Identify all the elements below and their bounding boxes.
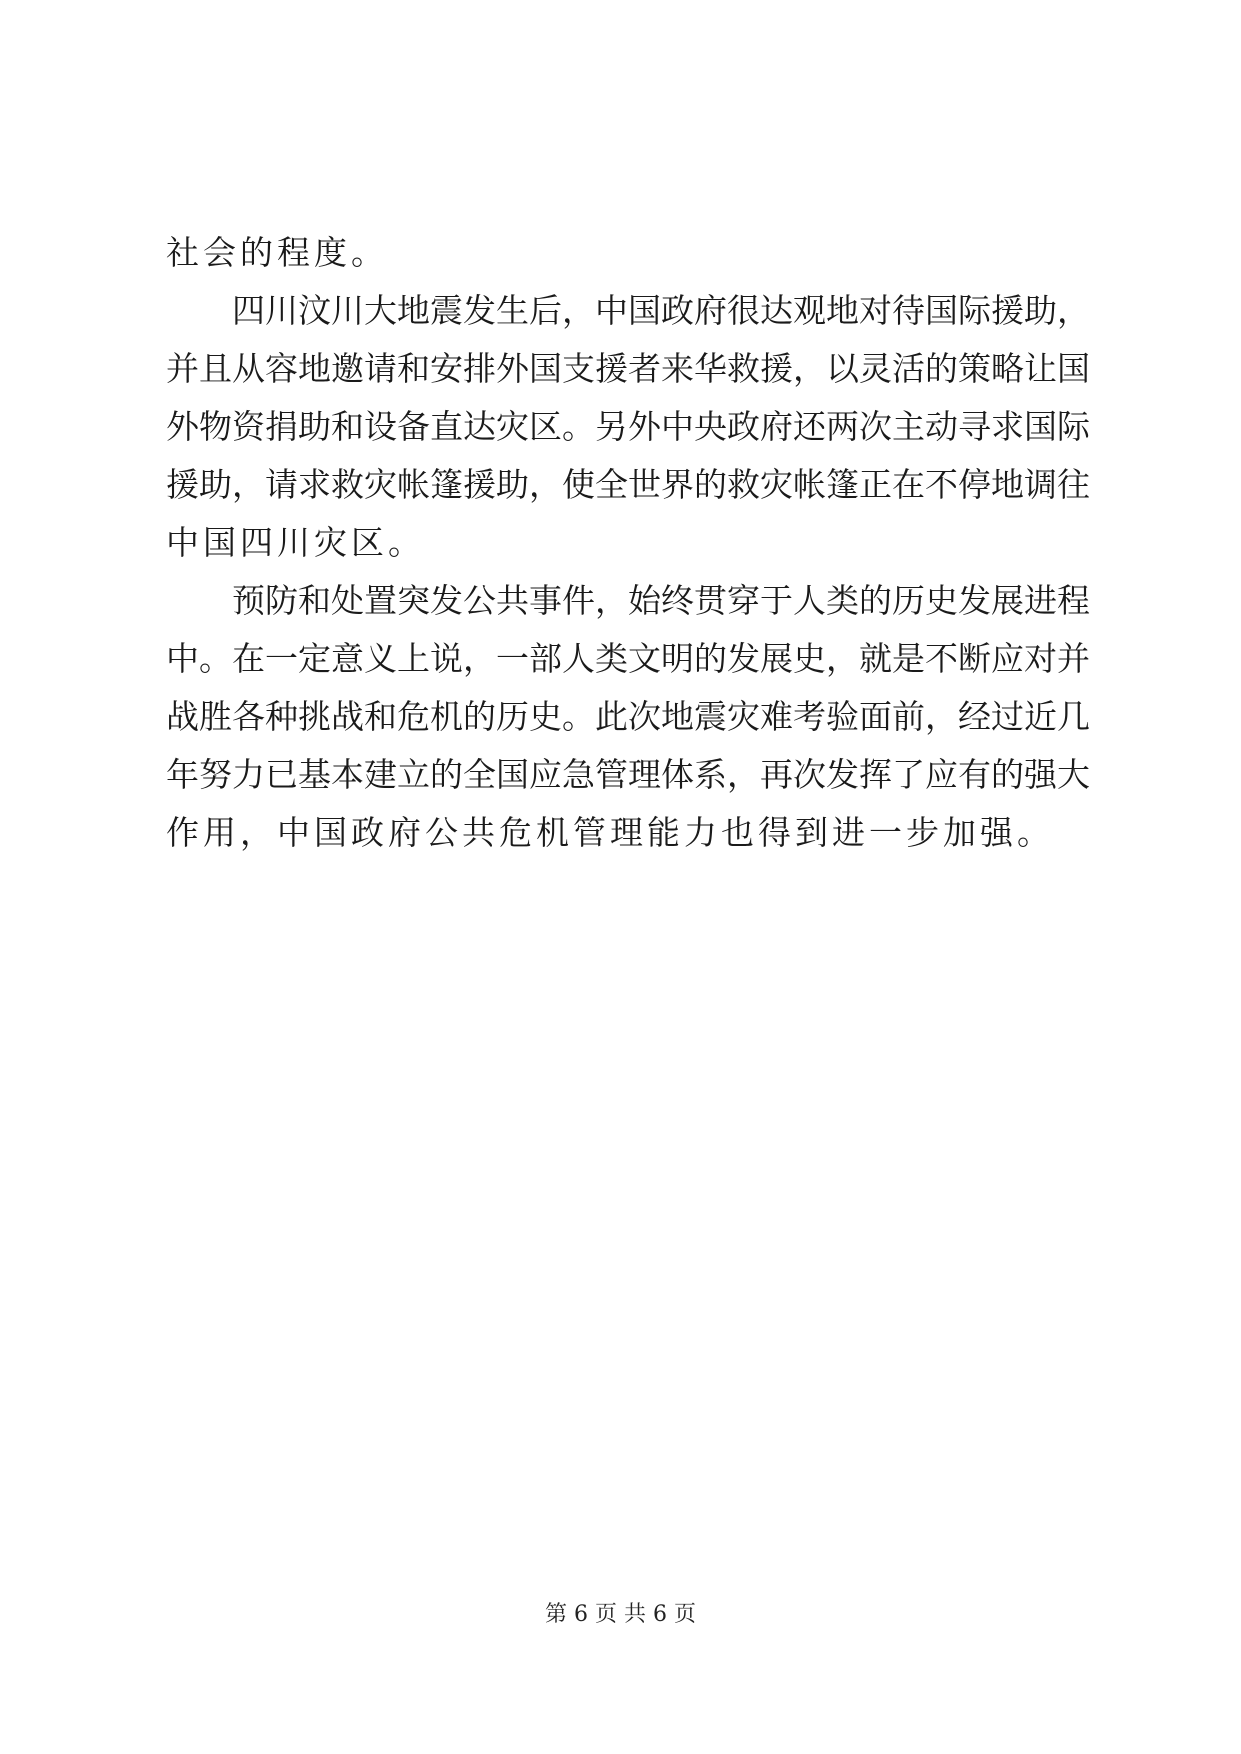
paragraph-line: 外物资捐助和设备直达灾区。另外中央政府还两次主动寻求国际 xyxy=(166,407,1090,446)
paragraph-line: 年努力已基本建立的全国应急管理体系，再次发挥了应有的强大 xyxy=(166,755,1090,794)
paragraph-line: 中国四川灾区。 xyxy=(166,523,425,562)
paragraph-1 xyxy=(166,224,1086,282)
paragraph-line: 四川汶川大地震发生后，中国政府很达观地对待国际援助， xyxy=(232,291,1090,330)
paragraph-line: 并且从容地邀请和安排外国支援者来华救援，以灵活的策略让国 xyxy=(166,349,1090,388)
document-body xyxy=(166,224,1090,862)
paragraph-2 xyxy=(166,282,1090,572)
paragraph-3 xyxy=(166,572,1090,862)
paragraph-line: 战胜各种挑战和危机的历史。此次地震灾难考验面前，经过近几 xyxy=(166,697,1090,736)
paragraph-line: 中。在一定意义上说，一部人类文明的发展史，就是不断应对并 xyxy=(166,639,1090,678)
page-footer xyxy=(0,1600,1241,1630)
paragraph-line: 作用，中国政府公共危机管理能力也得到进一步加强。 xyxy=(166,813,1054,852)
page-number-label: 第 6 页 共 6 页 xyxy=(545,1602,696,1627)
paragraph-line: 援助，请求救灾帐篷援助，使全世界的救灾帐篷正在不停地调往 xyxy=(166,465,1090,504)
paragraph-line: 社会的程度。 xyxy=(166,233,388,272)
paragraph-line: 预防和处置突发公共事件，始终贯穿于人类的历史发展进程 xyxy=(232,581,1090,620)
